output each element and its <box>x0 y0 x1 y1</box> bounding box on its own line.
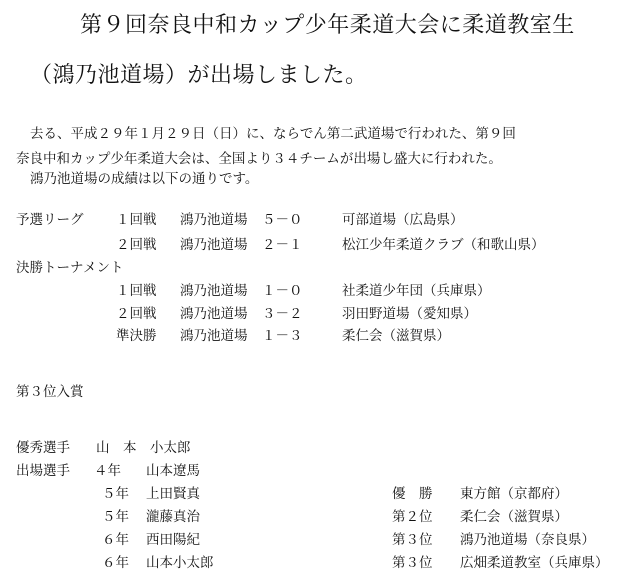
match-round: １回戦 <box>116 283 157 299</box>
match-opponent: 柔仁会（滋賀県） <box>342 328 450 344</box>
match-team: 鴻乃池道場 <box>180 237 248 253</box>
player-name: 瀧藤真治 <box>146 509 200 525</box>
match-score: ２－１ <box>262 237 303 253</box>
intro-line-2: 奈良中和カップ少年柔道大会は、全国より３４チームが出場し盛大に行われた。 <box>16 151 502 167</box>
match-score: １－３ <box>262 328 303 344</box>
intro-line-3: 鴻乃池道場の成績は以下の通りです。 <box>30 171 259 187</box>
match-score: １－０ <box>262 283 303 299</box>
player-grade: ６年 <box>102 532 129 548</box>
result-place: 第３位 <box>392 532 433 548</box>
result-place: 優 勝 <box>392 486 433 502</box>
player-grade: ４年 <box>94 463 121 479</box>
match-round: ２回戦 <box>116 306 157 322</box>
best-player-label: 優秀選手 <box>16 440 70 456</box>
match-team: 鴻乃池道場 <box>180 306 248 322</box>
entry-players-label: 出場選手 <box>16 463 70 479</box>
best-player-name: 山 本 小太郎 <box>96 440 191 456</box>
match-round: ２回戦 <box>116 237 157 253</box>
match-round: １回戦 <box>116 212 157 228</box>
match-opponent: 可部道場（広島県） <box>342 212 464 228</box>
match-opponent: 松江少年柔道クラブ（和歌山県） <box>342 237 545 253</box>
match-team: 鴻乃池道場 <box>180 328 248 344</box>
result-place: 第３位 <box>392 555 433 571</box>
player-name: 上田賢真 <box>146 486 200 502</box>
match-team: 鴻乃池道場 <box>180 212 248 228</box>
player-name: 西田陽紀 <box>146 532 200 548</box>
player-name: 山本小太郎 <box>146 555 214 571</box>
preliminary-label: 予選リーグ <box>16 212 84 228</box>
player-name: 山本遼馬 <box>146 463 200 479</box>
final-label: 決勝トーナメント <box>16 260 124 276</box>
player-grade: ６年 <box>102 555 129 571</box>
match-opponent: 社柔道少年団（兵庫県） <box>342 283 491 299</box>
match-score: ５－０ <box>262 212 303 228</box>
title-line-2: （鴻乃池道場）が出場しました。 <box>30 63 368 88</box>
result-team: 柔仁会（滋賀県） <box>460 509 568 525</box>
match-score: ３－２ <box>262 306 303 322</box>
award-heading: 第３位入賞 <box>16 384 84 400</box>
result-place: 第２位 <box>392 509 433 525</box>
result-team: 東方館（京都府） <box>460 486 568 502</box>
match-team: 鴻乃池道場 <box>180 283 248 299</box>
player-grade: ５年 <box>102 509 129 525</box>
intro-line-1: 去る、平成２９年１月２９日（日）に、ならでん第二武道場で行われた、第９回 <box>30 126 516 142</box>
match-round: 準決勝 <box>116 328 157 344</box>
result-team: 広畑柔道教室（兵庫県） <box>460 555 609 571</box>
title-line-1: 第９回奈良中和カップ少年柔道大会に柔道教室生 <box>80 13 575 38</box>
result-team: 鴻乃池道場（奈良県） <box>460 532 595 548</box>
player-grade: ５年 <box>102 486 129 502</box>
match-opponent: 羽田野道場（愛知県） <box>342 306 477 322</box>
